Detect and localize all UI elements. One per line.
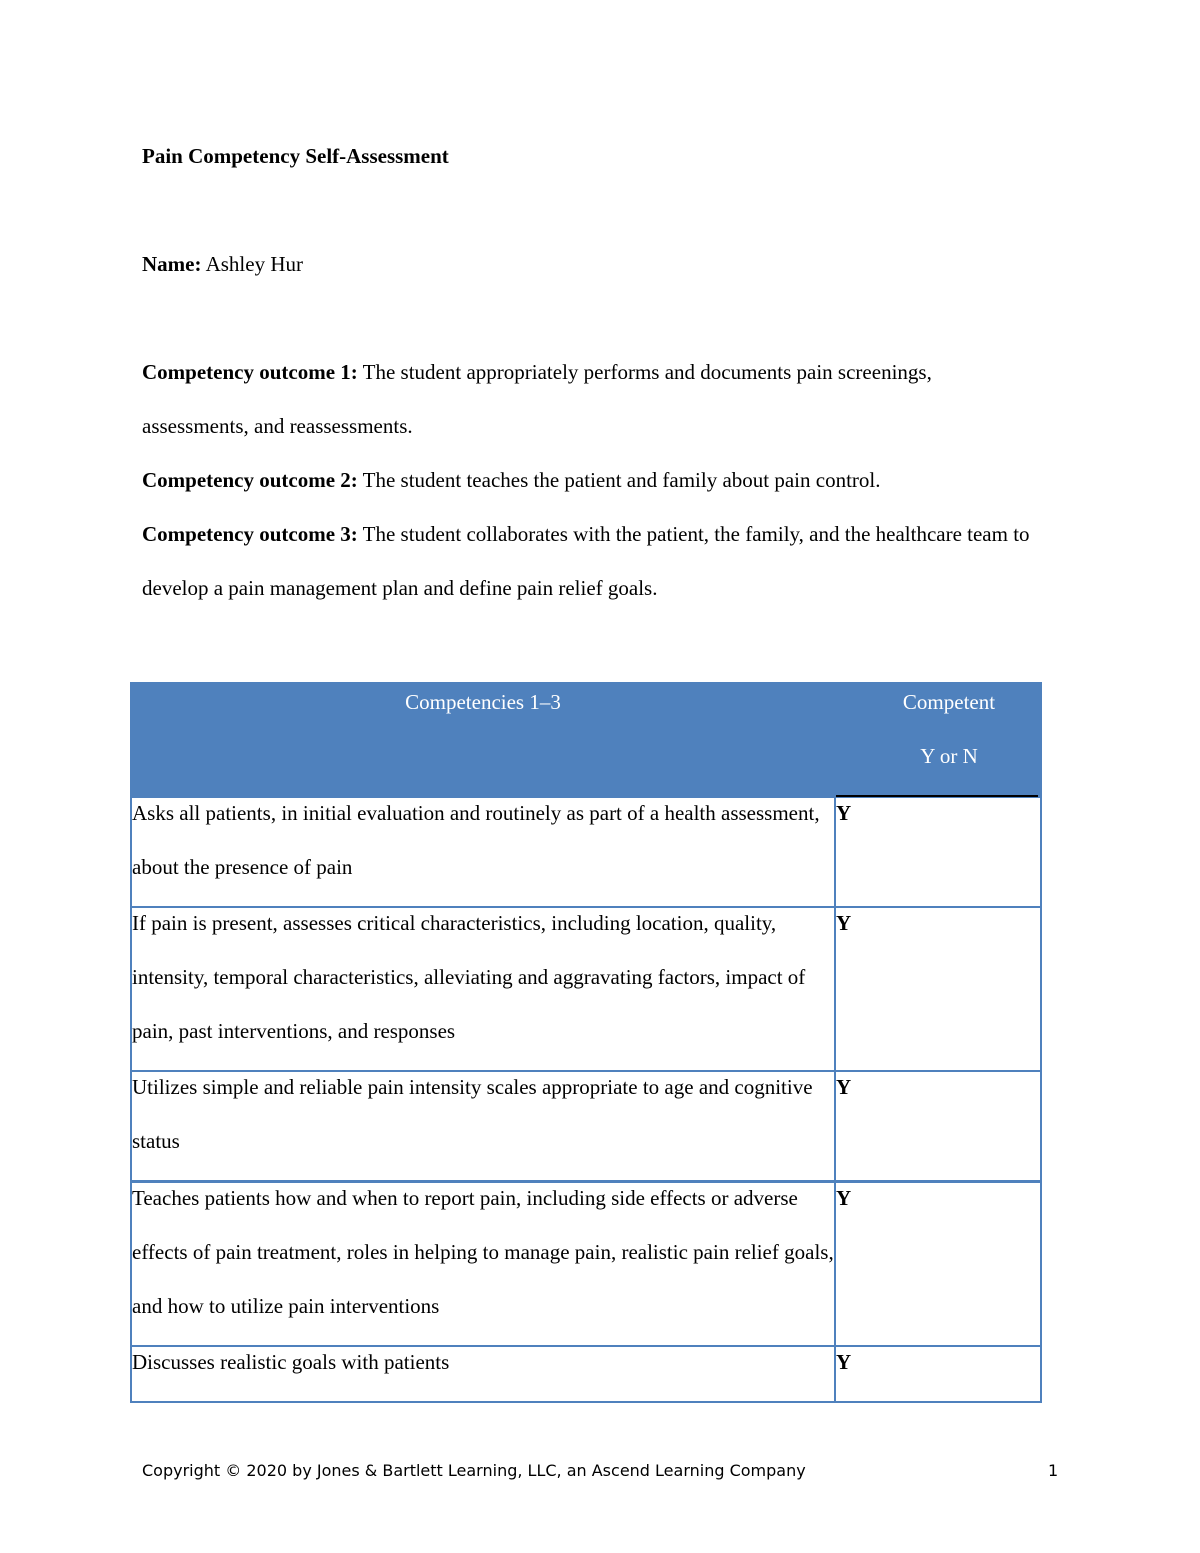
name-value: Ashley Hur [205, 252, 303, 276]
table-row [131, 907, 1041, 1071]
outcome-text: The student collaborates with the patient, the family, and the healthcare team to develop a pain management plan and define pain relief goals. [142, 522, 1030, 600]
header-competencies [131, 683, 835, 797]
header-competent-label: Competent [902, 690, 996, 714]
header-competent [835, 683, 1041, 797]
document-title: Pain Competency Self-Assessment [142, 144, 449, 168]
page-number: 1 [1048, 1461, 1059, 1480]
competent-cell [835, 907, 1041, 1071]
competency-cell [131, 1071, 835, 1182]
outcome-text: The student appropriately performs and documents pain screenings, assessments, and reassessments. [142, 360, 932, 438]
competency-cell [131, 907, 835, 1071]
competent-value: Y [836, 801, 852, 825]
competent-value: Y [836, 1186, 852, 1210]
competent-value: Y [836, 1350, 852, 1374]
header-yn-label: Y or N [920, 744, 978, 768]
name-label: Name: [142, 252, 202, 276]
competent-cell [835, 1346, 1041, 1402]
competency-text: Asks all patients, in initial evaluation and routinely as part of a health assessment, about the presence of pain [132, 801, 820, 879]
competency-text: Discusses realistic goals with patients [132, 1350, 450, 1374]
outcome-text: The student teaches the patient and family about pain control. [362, 468, 881, 492]
competent-cell [835, 1071, 1041, 1182]
table-row [131, 1182, 1041, 1347]
name-line [142, 252, 303, 277]
outcome-label: Competency outcome 3: [142, 522, 358, 546]
competency-cell [131, 1346, 835, 1402]
outcome-label: Competency outcome 2: [142, 468, 358, 492]
competent-value: Y [836, 1075, 852, 1099]
table-row [131, 1071, 1041, 1182]
competency-outcome-2 [142, 453, 1042, 507]
competency-outcome-3 [142, 507, 1042, 615]
table-header-row [131, 683, 1041, 797]
competency-outcomes [142, 345, 1042, 615]
competency-cell [131, 797, 835, 907]
table-row [131, 797, 1041, 907]
footer-copyright: Copyright © 2020 by Jones & Bartlett Learning, LLC, an Ascend Learning Company [142, 1461, 806, 1480]
competency-table [130, 682, 1042, 1403]
header-competencies-label: Competencies 1–3 [405, 690, 561, 714]
competent-cell [835, 1182, 1041, 1347]
competency-cell [131, 1182, 835, 1347]
competent-cell [835, 797, 1041, 907]
outcome-label: Competency outcome 1: [142, 360, 358, 384]
competency-outcome-1 [142, 345, 1042, 453]
competency-text: Utilizes simple and reliable pain intensity scales appropriate to age and cognitive status [132, 1075, 813, 1153]
competency-text: If pain is present, assesses critical characteristics, including location, quality, intensity, temporal characteristics, alleviating and aggravating factors, impact of pain, past interventions, and responses [132, 911, 806, 1043]
competent-value: Y [836, 911, 852, 935]
competency-text: Teaches patients how and when to report pain, including side effects or adverse effects of pain treatment, roles in helping to manage pain, realistic pain relief goals, and how to utilize pain interventions [132, 1186, 834, 1318]
table-row [131, 1346, 1041, 1402]
